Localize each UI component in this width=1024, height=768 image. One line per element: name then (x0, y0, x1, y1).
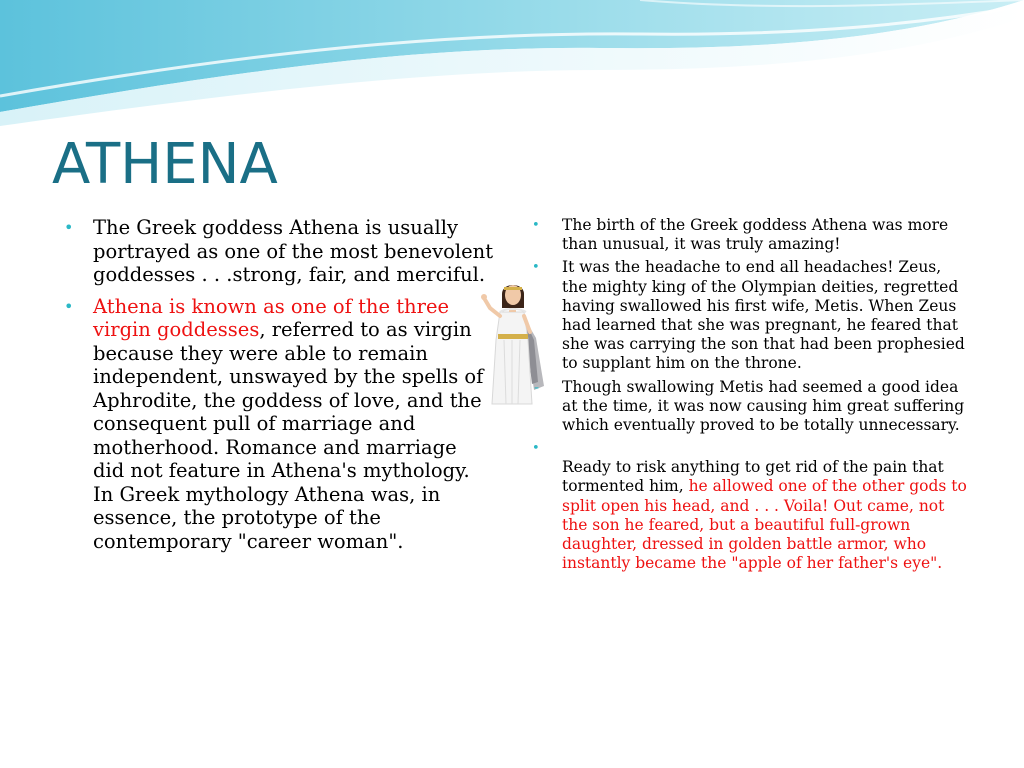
right-bullet-2-text: It was the headache to end all headaches! Zeus, the mighty king of the Olympian deities, regretted having swallowed his first wife, Metis. When Zeus had learned that she was pregnant, he feared that she was carrying the son that had been prophesied to supplant him on the throne. (562, 258, 965, 373)
header-wave-decoration (0, 0, 1024, 130)
left-bullet-list (62, 216, 494, 553)
right-bullet-4-text: Ready to risk anything to get rid of the pain that tormented him, (562, 458, 944, 496)
dash-bullet-icon: - (534, 377, 540, 396)
left-bullet-item-1 (62, 216, 494, 287)
left-bullet-item-2 (62, 295, 494, 554)
left-bullet-2-highlight: Athena is known as one of the three virgin goddesses (93, 294, 450, 341)
bullet-icon: • (532, 260, 540, 276)
right-bullet-item-3 (530, 378, 970, 436)
right-bullet-4-highlight: he allowed one of the other gods to split open his head, and . . . Voila! Out came, not the son he feared, but a beautiful full-grown daughter, dressed in golden battle armor, who instantly became the "apple of her father's eye". (562, 477, 967, 573)
right-bullet-item-4 (530, 439, 970, 573)
right-bullet-list (530, 216, 970, 573)
left-column (62, 216, 494, 561)
bullet-icon: • (64, 296, 74, 316)
bullet-icon: • (64, 218, 74, 237)
slide-title: ATHENA (52, 132, 278, 197)
left-bullet-1-text: The Greek goddess Athena is usually portrayed as one of the most benevolent goddesses . . .strong, fair, and merciful. (93, 216, 494, 286)
right-column (530, 216, 970, 577)
left-bullet-2-text: , referred to as virgin because they were able to remain independent, unswayed by the spells of Aphrodite, the goddess of love, and the consequent pull of marriage and motherhood. Romance and marriage did not feature in Athena's mythology. In Greek mythology Athena was, in essence, the prototype of the contemporary "career woman". (93, 318, 484, 553)
bullet-icon: • (532, 218, 540, 233)
right-bullet-3-text: Though swallowing Metis had seemed a good idea at the time, it was now causing him great suffering which eventually proved to be totally unnecessary. (562, 377, 965, 435)
bullet-icon: • (532, 441, 540, 457)
right-bullet-item-1 (530, 216, 970, 254)
empty-line (562, 439, 970, 458)
right-bullet-item-2 (530, 258, 970, 373)
right-bullet-1-text: The birth of the Greek goddess Athena was more than unusual, it was truly amazing! (562, 216, 949, 254)
